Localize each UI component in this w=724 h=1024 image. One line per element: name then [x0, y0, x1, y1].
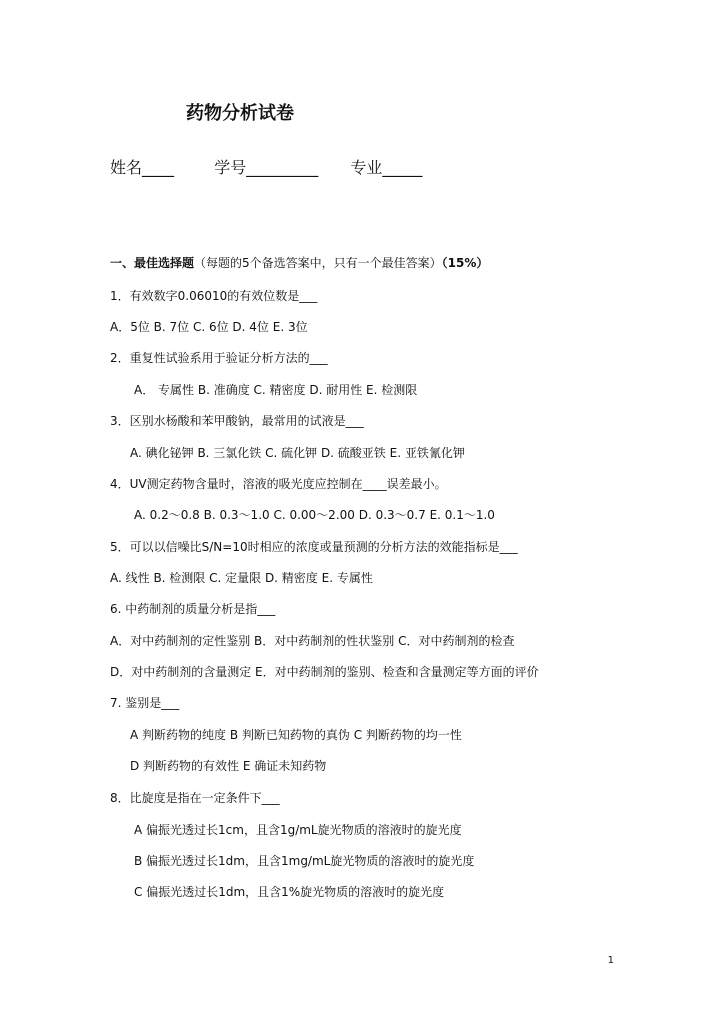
page-title: 药物分析试卷	[186, 103, 294, 124]
q8-option-a: A 偏振光透过长1cm，且含1g/mL旋光物质的溶液时的旋光度	[134, 823, 462, 837]
q8-option-c: C 偏振光透过长1dm，且含1%旋光物质的溶液时的旋光度	[134, 885, 445, 899]
question-5: 5．可以以信噪比S/N=10时相应的浓度或量预测的分析方法的效能指标是___	[110, 540, 518, 554]
student-id-field: 学号_________	[214, 158, 319, 177]
question-3: 3．区别水杨酸和苯甲酸钠，最常用的试液是___	[110, 414, 364, 428]
q8-option-b: B 偏振光透过长1dm，且含1mg/mL旋光物质的溶液时的旋光度	[134, 854, 475, 868]
q5-options: A. 线性 B. 检测限 C. 定量限 D. 精密度 E. 专属性	[110, 571, 373, 585]
question-2: 2．重复性试验系用于验证分析方法的___	[110, 351, 328, 365]
section-title: 一、最佳选择题	[110, 256, 195, 270]
q1-options: A．5位 B. 7位 C. 6位 D. 4位 E. 3位	[110, 320, 308, 334]
page-number: 1	[607, 955, 614, 966]
q4-options: A. 0.2～0.8 B. 0.3～1.0 C. 0.00～2.00 D. 0.3～0.7 E. 0.1～1.0	[134, 508, 495, 522]
major-field: 专业_____	[350, 158, 423, 177]
name-field: 姓名____	[110, 158, 175, 177]
q3-options: A. 碘化铋钾 B. 三氯化铁 C. 硫化钾 D. 硫酸亚铁 E. 亚铁氰化钾	[130, 446, 465, 460]
q6-options-d-e: D．对中药制剂的含量测定 E．对中药制剂的鉴别、检查和含量测定等方面的评价	[110, 665, 539, 679]
q2-options: A． 专属性 B. 准确度 C. 精密度 D. 耐用性 E. 检测限	[134, 383, 418, 397]
question-7: 7. 鉴别是___	[110, 696, 180, 710]
section-note: （每题的5个备选答案中，只有一个最佳答案）	[194, 256, 442, 270]
section-score: （15%）	[441, 256, 489, 270]
question-1: 1．有效数字0.06010的有效位数是___	[110, 289, 318, 303]
section-header	[110, 255, 488, 271]
q7-options-d-e: D 判断药物的有效性 E 确证未知药物	[130, 759, 327, 773]
student-info-fields	[110, 157, 422, 179]
question-8: 8．比旋度是指在一定条件下___	[110, 791, 280, 805]
question-4: 4．UV测定药物含量时，溶液的吸光度应控制在____误差最小。	[110, 477, 447, 491]
question-6: 6. 中药制剂的质量分析是指___	[110, 602, 276, 616]
q6-options-a-c: A．对中药制剂的定性鉴别 B．对中药制剂的性状鉴别 C．对中药制剂的检查	[110, 634, 515, 648]
q7-options-a-c: A 判断药物的纯度 B 判断已知药物的真伪 C 判断药物的均一性	[130, 728, 462, 742]
